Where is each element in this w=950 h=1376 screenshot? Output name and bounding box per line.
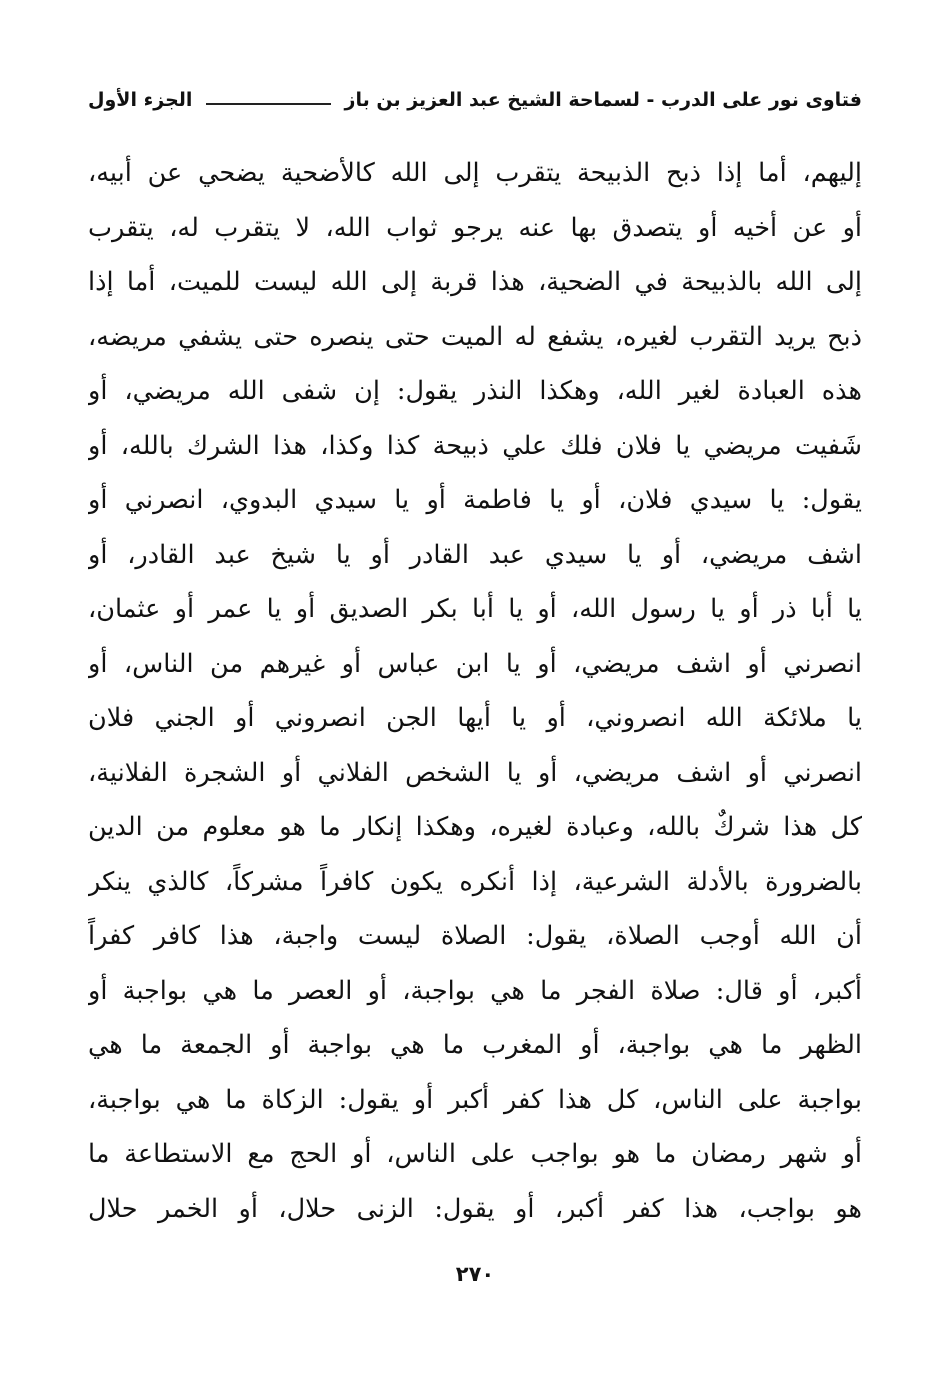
text-line: ذبح يريد التقرب لغيره، يشفع له الميت حتى ينصره حتى يشفي مريضه،	[88, 321, 862, 352]
text-line: بالضرورة بالأدلة الشرعية، إذا أنكره يكون كافراً مشركاً، كالذي ينكر	[88, 866, 862, 897]
book-title: فتاوى نور على الدرب - لسماحة الشيخ عبد العزيز بن باز	[344, 89, 862, 111]
page-number: ٢٧٠	[455, 1262, 495, 1286]
text-line: أو عن أخيه أو يتصدق بها عنه يرجو ثواب الله، لا يتقرب له، يتقرب	[88, 212, 862, 243]
text-line: أو شهر رمضان ما هو بواجب على الناس، أو الحج مع الاستطاعة ما	[88, 1139, 862, 1169]
header-rule	[206, 103, 330, 105]
text-line: أن الله أوجب الصلاة، يقول: الصلاة ليست واجبة، هذا كافر كفراً	[88, 921, 862, 951]
text-line: يقول: يا سيدي فلان، أو يا فاطمة أو يا سيدي البدوي، انصرني أو	[88, 485, 862, 515]
text-line: انصرني أو اشف مريضي، أو يا الشخص الفلاني أو الشجرة الفلانية،	[88, 757, 862, 788]
text-line: أكبر، أو قال: صلاة الفجر ما هي بواجبة، أو العصر ما هي بواجبة أو	[88, 975, 862, 1006]
text-line: اشف مريضي، أو يا سيدي عبد القادر أو يا شيخ عبد القادر، أو	[88, 539, 862, 570]
text-line: بواجبة على الناس، كل هذا كفر أكبر أو يقول: الزكاة ما هي بواجبة،	[88, 1084, 862, 1115]
text-line: الظهر ما هي بواجبة، أو المغرب ما هي بواجبة أو الجمعة ما هي	[88, 1030, 862, 1060]
text-line: شَفيت مريضي يا فلان فلك علي ذبيحة كذا وكذا، هذا الشرك بالله، أو	[88, 430, 862, 461]
text-line: يا أبا ذر أو يا رسول الله، أو يا أبا بكر الصديق أو يا عمر أو عثمان،	[88, 594, 862, 624]
volume-label: الجزء الأول	[88, 89, 193, 111]
text-line: انصرني أو اشف مريضي، أو يا ابن عباس أو غيرهم من الناس، أو	[88, 648, 862, 679]
text-line: كل هذا شركٌ بالله، وعبادة لغيره، وهكذا إنكار ما هو معلوم من الدين	[88, 812, 862, 842]
text-line: إليهم، أما إذا ذبح الذبيحة يتقرب إلى الله كالأضحية يضحي عن أبيه،	[88, 158, 862, 188]
text-line: هو بواجب، هذا كفر أكبر، أو يقول: الزنى حلال، أو الخمر حلال	[88, 1193, 862, 1224]
text-line: إلى الله بالذبيحة في الضحية، هذا قربة إلى الله ليست للميت، أما إذا	[88, 267, 862, 297]
text-line: هذه العبادة لغير الله، وهكذا النذر يقول: إن شفى الله مريضي، أو	[88, 376, 862, 406]
body-text	[88, 146, 862, 1236]
text-line: يا ملائكة الله انصروني، أو يا أيها الجن انصروني أو الجني فلان	[88, 703, 862, 733]
running-header	[88, 80, 862, 120]
